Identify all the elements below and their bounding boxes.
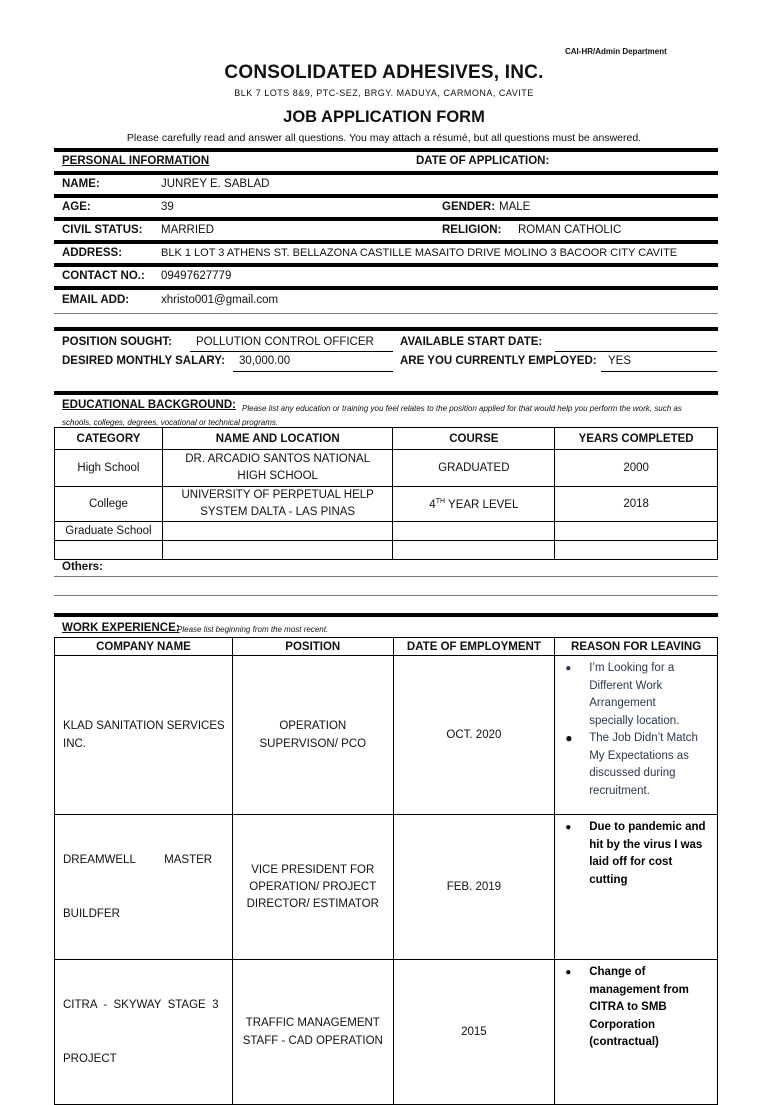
reason-line: Arrangement	[589, 697, 656, 709]
gender-value[interactable]: MALE	[499, 201, 531, 213]
years-cell: 2000	[555, 450, 718, 487]
civil-status-value[interactable]: MARRIED	[161, 224, 215, 236]
form-title: JOB APPLICATION FORM	[283, 108, 485, 126]
school-cell	[162, 487, 393, 522]
reason-line: The Job Didn’t Match	[589, 732, 698, 744]
course-text: YEAR LEVEL	[445, 498, 519, 511]
position-line: OPERATION	[279, 720, 347, 732]
desired-salary-underline	[233, 371, 393, 372]
reason-item	[559, 819, 713, 889]
reason-line: Different Work	[589, 679, 663, 692]
religion-value[interactable]: ROMAN CATHOLIC	[518, 224, 622, 236]
school-name-line: HIGH SCHOOL	[237, 470, 318, 482]
gender-label: GENDER:	[442, 201, 496, 213]
reason-cell	[555, 815, 718, 960]
position-sought-underline	[190, 351, 393, 352]
school-cell	[162, 522, 393, 541]
table-row	[55, 960, 718, 1105]
address-label: ADDRESS:	[62, 247, 123, 259]
course-cell: GRADUATED	[393, 450, 555, 487]
table-row	[55, 450, 718, 487]
others-label: Others:	[62, 561, 103, 573]
position-line: OPERATION/ PROJECT	[249, 880, 377, 893]
email-value[interactable]: xhristo001@gmail.com	[161, 294, 279, 306]
currently-employed-underline	[601, 371, 717, 372]
position-sought-label: POSITION SOUGHT:	[62, 336, 172, 348]
column-header: POSITION	[232, 638, 393, 656]
section-divider	[54, 391, 718, 395]
desired-salary-label: DESIRED MONTHLY SALARY:	[62, 355, 225, 367]
category-cell	[55, 541, 163, 560]
name-value[interactable]: JUNREY E. SABLAD	[161, 178, 270, 190]
reason-line: recruitment.	[589, 784, 650, 797]
reason-line: management from	[589, 983, 689, 996]
personal-info-heading: PERSONAL INFORMATION	[62, 155, 210, 167]
company-cell	[55, 815, 233, 960]
contact-label: CONTACT NO.:	[62, 270, 145, 282]
position-sought-value[interactable]: POLLUTION CONTROL OFFICER	[196, 336, 374, 348]
reason-line: My Expectations as	[589, 749, 689, 762]
course-cell	[393, 487, 555, 522]
bullet-icon: ●	[565, 731, 573, 745]
reason-line: specially location.	[589, 714, 680, 727]
table-row	[55, 541, 718, 560]
department-label: CAI-HR/Admin Department	[565, 47, 667, 56]
form-instructions: Please carefully read and answer all questions. You may attach a résumé, but all questions must be answered.	[126, 132, 642, 144]
category-cell: College	[55, 487, 163, 522]
education-heading: EDUCATIONAL BACKGROUND:	[62, 399, 236, 411]
row-divider	[54, 171, 718, 175]
column-header: COMPANY NAME	[55, 638, 233, 656]
course-cell	[393, 541, 555, 560]
others-line	[54, 576, 718, 577]
reason-line: Due to pandemic and	[589, 821, 706, 833]
column-header: REASON FOR LEAVING	[555, 638, 718, 656]
work-heading: WORK EXPERIENCE:	[62, 622, 180, 634]
row-divider	[54, 194, 718, 198]
table-row	[55, 487, 718, 522]
company-line: PROJECT	[63, 1053, 117, 1065]
company-line: DREAMWELL MASTER	[63, 854, 213, 866]
position-cell	[232, 815, 393, 960]
company-line: CITRA - SKYWAY STAGE 3	[63, 999, 219, 1011]
section-divider	[54, 148, 718, 152]
education-table	[54, 427, 718, 560]
category-cell: Graduate School	[55, 522, 163, 541]
reason-line: I’m Looking for a	[589, 662, 675, 674]
others-line	[54, 595, 718, 596]
age-value[interactable]: 39	[161, 201, 174, 213]
school-name-line: DR. ARCADIO SANTOS NATIONAL	[185, 453, 371, 465]
company-line: BUILDFER	[63, 908, 120, 920]
reason-line: discussed during	[589, 767, 676, 779]
reason-cell	[555, 656, 718, 815]
years-cell	[555, 541, 718, 560]
education-note: Please list any education or training you feel relates to the position applied for that would help you perform the work, such as schools, colleges, degrees, vocational or technical programs.	[62, 404, 682, 427]
reason-line: Corporation	[589, 1018, 656, 1031]
work-note: Please list beginning from the most recent.	[177, 625, 329, 634]
reason-line: Change of	[589, 966, 646, 978]
available-start-label: AVAILABLE START DATE:	[400, 336, 543, 348]
position-line: STAFF - CAD OPERATION	[242, 1035, 383, 1047]
contact-value[interactable]: 09497627779	[161, 270, 232, 282]
age-label: AGE:	[62, 201, 91, 213]
reason-line: (contractual)	[589, 1036, 659, 1048]
desired-salary-value[interactable]: 30,000.00	[239, 355, 291, 367]
company-address: BLK 7 LOTS 8&9, PTC-SEZ, BRGY. MADUYA, CARMONA, CAVITE	[234, 88, 534, 98]
currently-employed-label: ARE YOU CURRENTLY EMPLOYED:	[400, 355, 597, 367]
position-line: VICE PRESIDENT FOR	[251, 863, 375, 876]
available-start-underline	[555, 351, 717, 352]
reason-cell	[555, 960, 718, 1105]
education-header-row	[55, 428, 718, 450]
column-header: CATEGORY	[55, 428, 163, 450]
bullet-icon: ●	[565, 663, 572, 674]
row-divider	[54, 240, 718, 244]
company-line: KLAD SANITATION SERVICES	[63, 720, 225, 732]
row-divider	[54, 217, 718, 221]
reason-item	[559, 730, 713, 800]
date-cell: FEB. 2019	[393, 815, 555, 960]
table-row	[55, 522, 718, 541]
years-cell: 2018	[555, 487, 718, 522]
company-name: CONSOLIDATED ADHESIVES, INC.	[224, 62, 544, 83]
column-header: NAME AND LOCATION	[162, 428, 393, 450]
position-line: TRAFFIC MANAGEMENT	[245, 1017, 380, 1029]
reason-line: hit by the virus I was	[589, 838, 703, 851]
work-header-row	[55, 638, 718, 656]
course-cell	[393, 522, 555, 541]
bullet-icon: ●	[565, 822, 572, 833]
company-cell	[55, 656, 233, 815]
date-cell: 2015	[393, 960, 555, 1105]
reason-item	[559, 964, 713, 1052]
reason-line: cutting	[589, 873, 628, 886]
email-label: EMAIL ADD:	[62, 294, 130, 306]
position-cell	[232, 656, 393, 815]
work-table	[54, 637, 718, 1105]
company-cell	[55, 960, 233, 1105]
years-cell	[555, 522, 718, 541]
date-cell: OCT. 2020	[393, 656, 555, 815]
address-value[interactable]: BLK 1 LOT 3 ATHENS ST. BELLAZONA CASTILLE MASAITO DRIVE MOLINO 3 BACOOR CITY CAVITE	[161, 247, 678, 259]
currently-employed-value[interactable]: YES	[608, 355, 632, 367]
course-number: 4	[429, 498, 436, 511]
column-header: COURSE	[393, 428, 555, 450]
position-cell	[232, 960, 393, 1105]
row-divider	[54, 263, 718, 267]
reason-item	[559, 660, 713, 730]
section-divider	[54, 327, 718, 331]
category-cell: High School	[55, 450, 163, 487]
course-superscript: TH	[435, 497, 446, 505]
school-cell	[162, 541, 393, 560]
row-divider	[54, 313, 718, 314]
position-line: SUPERVISON/ PCO	[259, 738, 367, 750]
reason-line: laid off for cost	[589, 856, 673, 868]
school-cell	[162, 450, 393, 487]
table-row	[55, 815, 718, 960]
section-divider	[54, 613, 718, 617]
name-label: NAME:	[62, 178, 100, 190]
column-header: YEARS COMPLETED	[555, 428, 718, 450]
religion-label: RELIGION:	[442, 224, 502, 236]
date-of-application-label: DATE OF APPLICATION:	[416, 155, 550, 167]
column-header: DATE OF EMPLOYMENT	[393, 638, 555, 656]
bullet-icon: ●	[565, 967, 572, 978]
position-line: DIRECTOR/ ESTIMATOR	[246, 897, 379, 910]
civil-status-label: CIVIL STATUS:	[62, 224, 143, 236]
row-divider	[54, 286, 718, 290]
table-row	[55, 656, 718, 815]
reason-line: CITRA to SMB	[589, 1001, 667, 1013]
school-name-line: UNIVERSITY OF PERPETUAL HELP	[181, 489, 374, 501]
company-line: INC.	[63, 738, 86, 750]
school-name-line: SYSTEM DALTA - LAS PINAS	[200, 506, 356, 518]
